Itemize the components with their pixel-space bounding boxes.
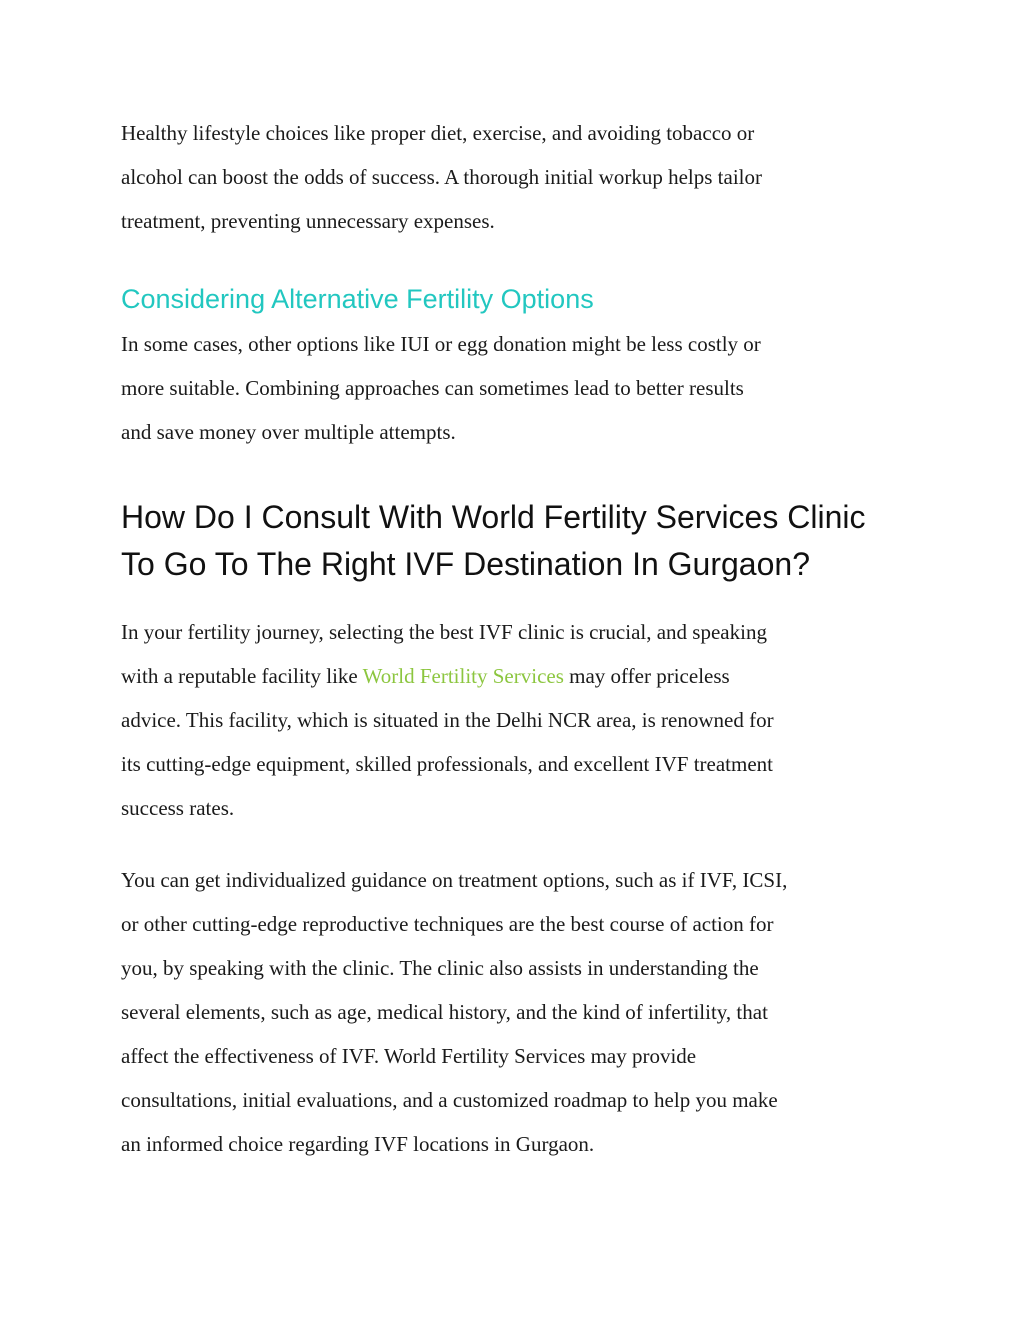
paragraph-clinic-selection	[121, 610, 911, 830]
paragraph-clinic-text-after: may offer priceless advice. This facility, which is situated in the Delhi NCR area, is renowned for its cutting-edge equipment, skilled professionals, and excellent IVF treatment success rates.	[121, 664, 774, 820]
world-fertility-services-link[interactable]: World Fertility Services	[362, 664, 564, 688]
section-heading-alternative-options: Considering Alternative Fertility Options	[121, 284, 594, 314]
paragraph-clinic-text-before: In your fertility journey, selecting the best IVF clinic is crucial, and speaking with a reputable facility like	[121, 620, 767, 688]
main-heading-consult: How Do I Consult With World Fertility Services Clinic To Go To The Right IVF Destination In Gurgaon?	[121, 499, 866, 582]
paragraph-individualized-guidance: You can get individualized guidance on treatment options, such as if IVF, ICSI, or other cutting-edge reproductive techniques are the best course of action for you, by speaking with the clinic. The clinic also assists in understanding the several elements, such as age, medical history, and the kind of infertility, that affect the effectiveness of IVF. World Fertility Services may provide consultations, initial evaluations, and a customized roadmap to help you make an informed choice regarding IVF locations in Gurgaon.	[121, 868, 788, 1156]
paragraph-lifestyle: Healthy lifestyle choices like proper diet, exercise, and avoiding tobacco or alcohol can boost the odds of success. A thorough initial workup helps tailor treatment, preventing unnecessary expenses.	[121, 121, 762, 233]
paragraph-alternative-options: In some cases, other options like IUI or egg donation might be less costly or more suitable. Combining approaches can sometimes lead to better results and save money over multiple attempts.	[121, 332, 761, 444]
